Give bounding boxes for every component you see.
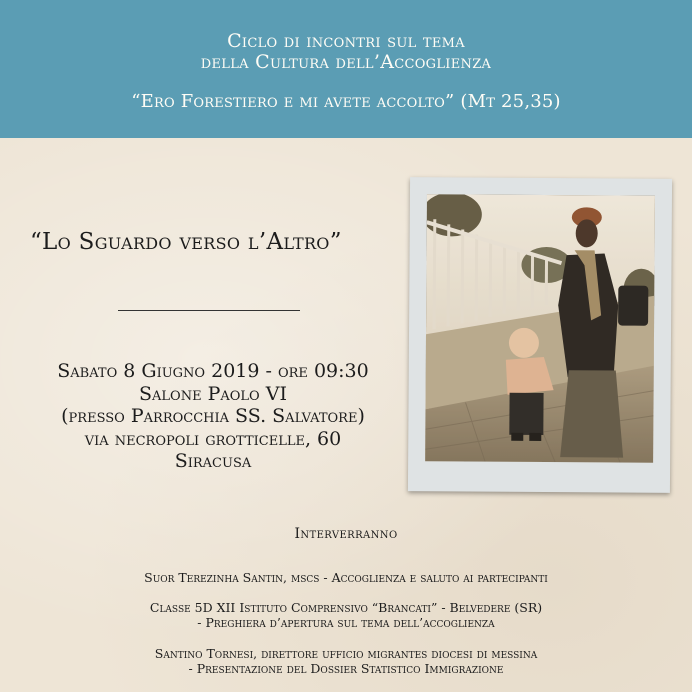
speaker-line-detail: - Presentazione del Dossier Statistico Immigrazione (188, 661, 504, 676)
speakers-heading: Interverranno (294, 526, 398, 542)
event-date-time: Sabato 8 Giugno 2019 - ore 09:30 (57, 360, 369, 382)
banner-line-1: Ciclo di incontri sul tema (227, 30, 465, 52)
polaroid-photo-frame (408, 177, 672, 493)
speaker-line-detail: - Preghiera d’apertura sul tema dell’accoglienza (197, 615, 495, 630)
speaker-line: Santino Tornesi, direttore ufficio migrantes diocesi di messina (154, 646, 538, 661)
speaker-line: Classe 5D XII Istituto Comprensivo “Brancati” - Belvedere (SR) (149, 600, 543, 615)
speaker-entry (0, 646, 692, 676)
event-title: “Lo Sguardo verso l’Altro” (30, 229, 342, 255)
banner-line-2: della Cultura dell’Accoglienza (200, 51, 492, 73)
header-banner (0, 0, 692, 138)
photo-mother-and-child (425, 194, 655, 463)
event-address: via necropoli grotticelle, 60 (84, 427, 342, 450)
event-venue: Salone Paolo VI (139, 382, 287, 405)
speaker-entry (0, 570, 692, 585)
banner-quote: “Ero Forestiero e mi avete accolto” (Mt 25,35) (131, 91, 561, 112)
photo-illustration (425, 194, 655, 463)
event-city: Siracusa (174, 450, 252, 472)
event-venue-note: (presso Parrocchia SS. Salvatore) (61, 405, 365, 427)
event-info (28, 360, 398, 473)
speaker-entry (0, 600, 692, 630)
title-divider (118, 310, 300, 311)
speaker-line: Suor Terezinha Santin, mscs - Accoglienza e saluto ai partecipanti (144, 570, 548, 585)
